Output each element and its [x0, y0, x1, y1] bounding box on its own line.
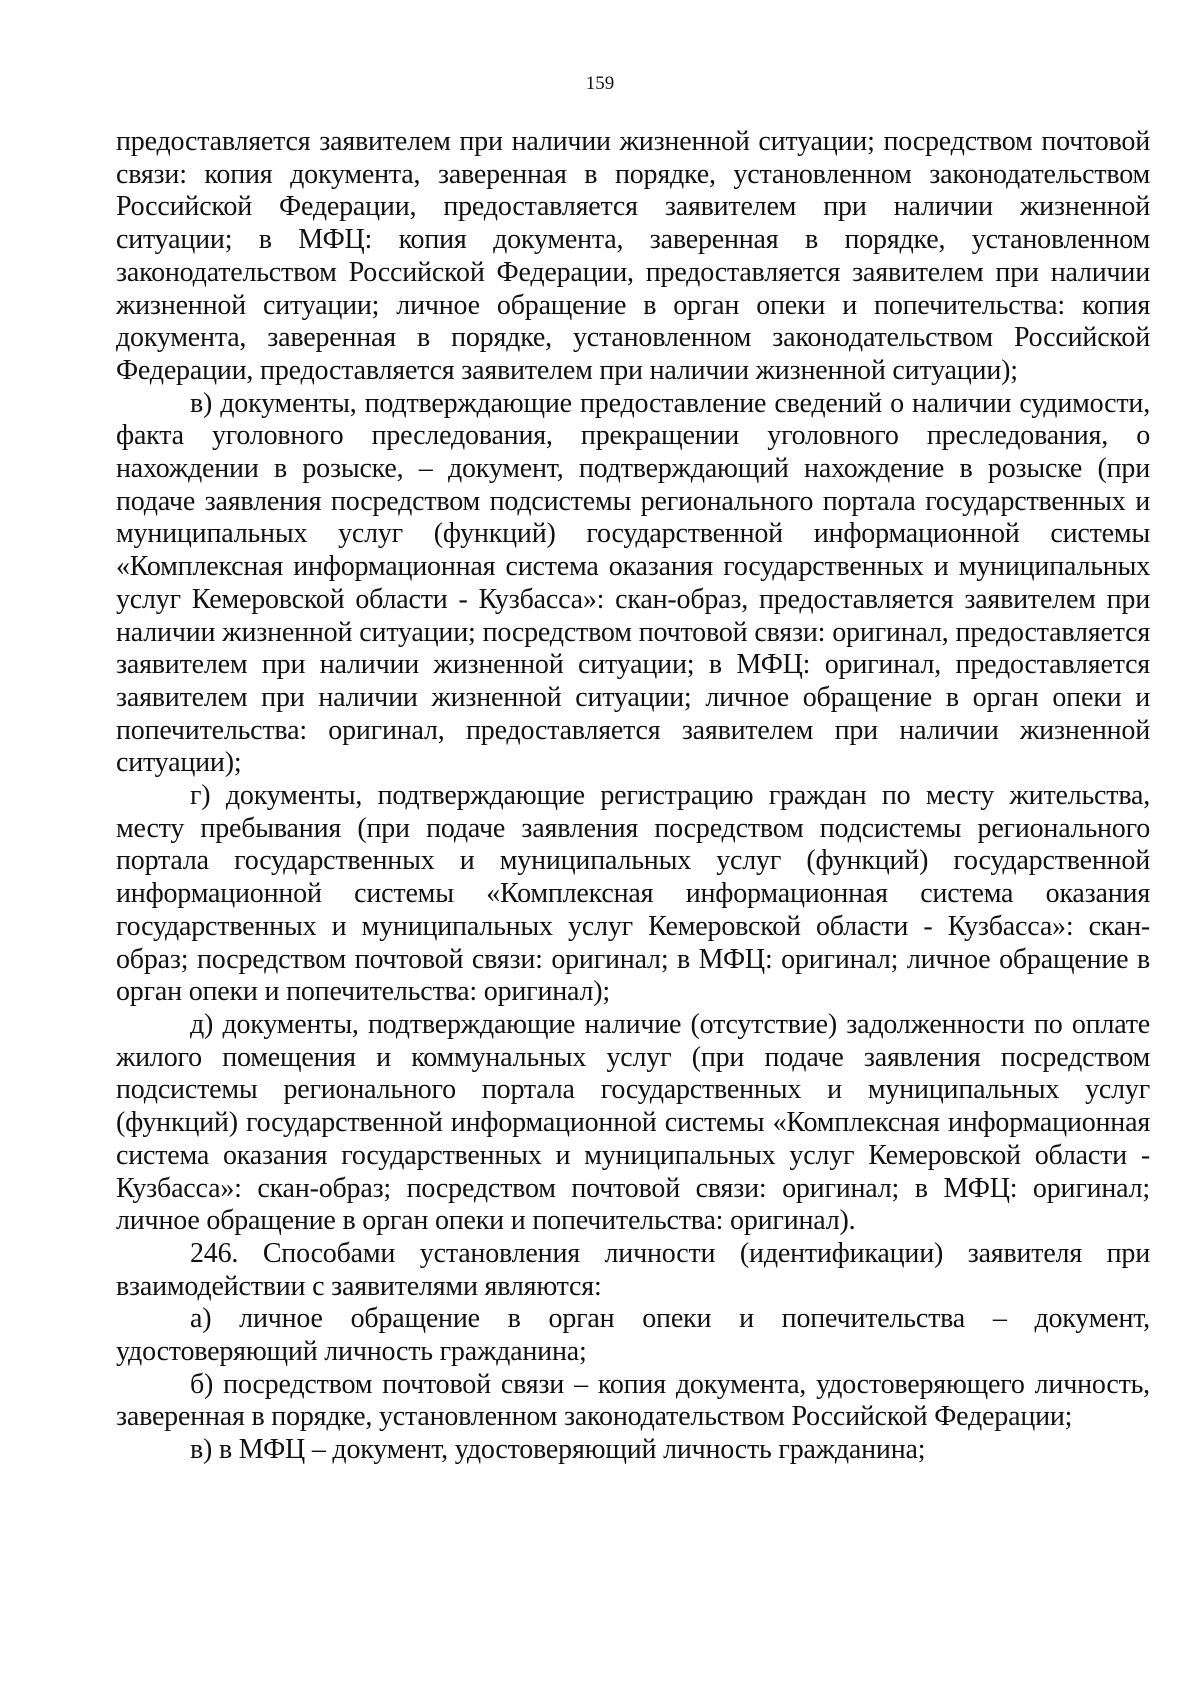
document-body: [116, 126, 1150, 1467]
page-number: 159: [585, 73, 615, 94]
paragraph-section-246: 246. Способами установления личности (идентификации) заявителя при взаимодействии с заявителями являются:: [116, 1237, 1150, 1302]
paragraph-item-v-criminal-record: в) документы, подтверждающие предоставление сведений о наличии судимости, факта уголовного преследования, прекращении уголовного преследования, о нахождении в розыске, – документ, подтверждающий нахождение в розыске (при подаче заявления посредством подсистемы регионального портала государственных и муниципальных услуг (функций) государственной информационной системы «Комплексная информационная система оказания государственных и муниципальных услуг Кемеровской области - Кузбасса»: скан-образ, предоставляется заявителем при наличии жизненной ситуации; посредством почтовой связи: оригинал, предоставляется заявителем при наличии жизненной ситуации; в МФЦ: оригинал, предоставляется заявителем при наличии жизненной ситуации; личное обращение в орган опеки и попечительства: оригинал, предоставляется заявителем при наличии жизненной ситуации);: [116, 387, 1150, 779]
paragraph-item-b-postal: б) посредством почтовой связи – копия документа, удостоверяющего личность, заверенная в порядке, установленном законодательством Российской Федерации;: [116, 1368, 1150, 1433]
paragraph-item-v-mfc: в) в МФЦ – документ, удостоверяющий личность гражданина;: [190, 1434, 926, 1466]
paragraph-item-a-personal-visit: а) личное обращение в орган опеки и попечительства – документ, удостоверяющий личность гражданина;: [116, 1303, 1150, 1368]
paragraph-continuation: предоставляется заявителем при наличии жизненной ситуации; посредством почтовой связи: копия документа, заверенная в порядке, установленном законодательством Российской Федерации, предоставляется заявителем при наличии жизненной ситуации; в МФЦ: копия документа, заверенная в порядке, установленном законодательством Российской Федерации, предоставляется заявителем при наличии жизненной ситуации; личное обращение в орган опеки и попечительства: копия документа, заверенная в порядке, установленном законодательством Российской Федерации, предоставляется заявителем при наличии жизненной ситуации);: [116, 126, 1150, 386]
paragraph-item-g-registration: г) документы, подтверждающие регистрацию граждан по месту жительства, месту пребывания (при подаче заявления посредством подсистемы регионального портала государственных и муниципальных услуг (функций) государственной информационной системы «Комплексная информационная система оказания государственных и муниципальных услуг Кемеровской области - Кузбасса»: скан-образ; посредством почтовой связи: оригинал; в МФЦ: оригинал; личное обращение в орган опеки и попечительства: оригинал);: [116, 780, 1150, 1008]
paragraph-item-d-utility-debt: д) документы, подтверждающие наличие (отсутствие) задолженности по оплате жилого помещения и коммунальных услуг (при подаче заявления посредством подсистемы регионального портала государственных и муниципальных услуг (функций) государственной информационной системы «Комплексная информационная система оказания государственных и муниципальных услуг Кемеровской области - Кузбасса»: скан-образ; посредством почтовой связи: оригинал; в МФЦ: оригинал; личное обращение в орган опеки и попечительства: оригинал).: [116, 1008, 1150, 1237]
